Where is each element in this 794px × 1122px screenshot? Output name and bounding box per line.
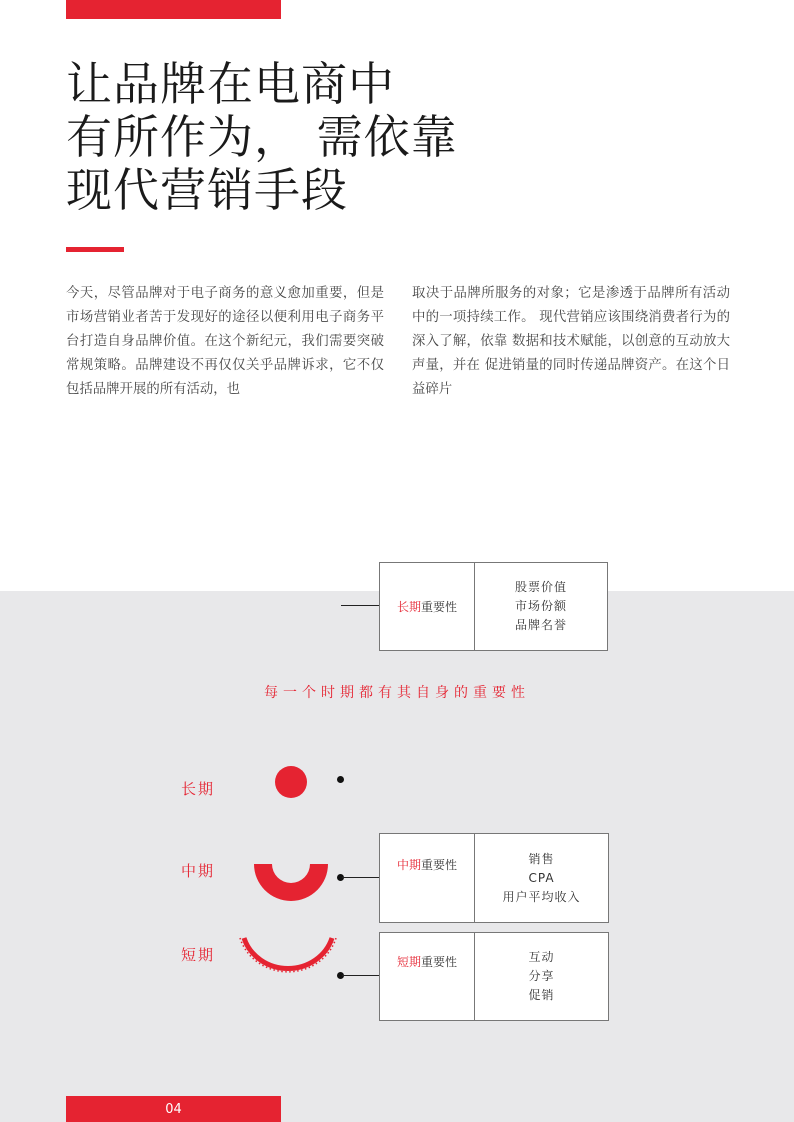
long-term-box-items (475, 563, 607, 650)
short-term-item: 互动 (528, 950, 555, 964)
short-term-box-heading (380, 933, 475, 1020)
page-title (66, 58, 526, 217)
title-line-1: 让品牌在电商中 (66, 57, 395, 111)
band-notch (341, 562, 379, 591)
long-term-circle (275, 766, 307, 798)
long-term-item: 市场份额 (514, 599, 567, 613)
long-term-item: 股票价值 (514, 580, 567, 594)
page-number-bar (66, 1096, 281, 1122)
short-connector-line (342, 975, 379, 976)
long-term-box (379, 562, 608, 651)
mid-term-box (379, 833, 609, 923)
short-term-box (379, 932, 609, 1021)
mid-term-box-heading (380, 834, 475, 922)
page-number: 04 (165, 1101, 182, 1117)
short-term-box-suffix: 重要性 (421, 955, 458, 969)
long-term-box-suffix: 重要性 (421, 600, 458, 614)
title-line-2: 有所作为， 需依靠 (66, 110, 458, 164)
long-term-box-heading (380, 563, 475, 650)
body-paragraph-left: 今天，尽管品牌对于电子商务的意义愈加重要，但是市场营销业者苦于发现好的途径以便利用电子商务平台打造自身品牌价值。在这个新纪元，我们需要突破常规策略。品牌建设不再仅仅关乎品牌诉求，它不仅包括品牌开展的所有活动，也 (66, 286, 384, 397)
body-paragraph-right: 取决于品牌所服务的对象；它是渗透于品牌所有活动中的一项持续工作。 现代营销应该围绕消费者行为的深入了解，依靠 数据和技术赋能，以创意的互动放大声量，并在 促进销量的同时传递品牌资产。在这个日益碎片 (412, 286, 730, 397)
mid-term-box-term: 中期 (396, 858, 421, 872)
short-term-item: 促销 (528, 988, 555, 1002)
mid-term-item: 用户平均收入 (502, 889, 581, 904)
long-term-dot (337, 776, 344, 783)
period-label-short: 短期 (181, 946, 216, 964)
short-term-box-term: 短期 (396, 955, 421, 969)
mid-connector-line (342, 877, 379, 878)
mid-term-half-ring (254, 864, 328, 901)
long-term-box-term: 长期 (396, 600, 421, 614)
mid-term-item: 销售 (528, 851, 555, 866)
mid-term-box-items (475, 834, 608, 922)
diagram-subtitle: 每一个时期都有其自身的重要性 (264, 685, 530, 701)
short-term-box-items (475, 933, 608, 1020)
title-line-3: 现代营销手段 (66, 163, 348, 217)
title-underline (66, 247, 124, 252)
mid-term-box-suffix: 重要性 (421, 858, 458, 872)
top-accent-bar (66, 0, 281, 19)
period-label-mid: 中期 (181, 862, 216, 880)
long-term-item: 品牌名誉 (514, 618, 567, 632)
long-connector-line (341, 605, 379, 606)
period-label-long: 长期 (181, 780, 216, 798)
short-term-arc (244, 938, 332, 968)
short-term-item: 分享 (528, 969, 555, 983)
mid-term-item: CPA (528, 870, 555, 885)
